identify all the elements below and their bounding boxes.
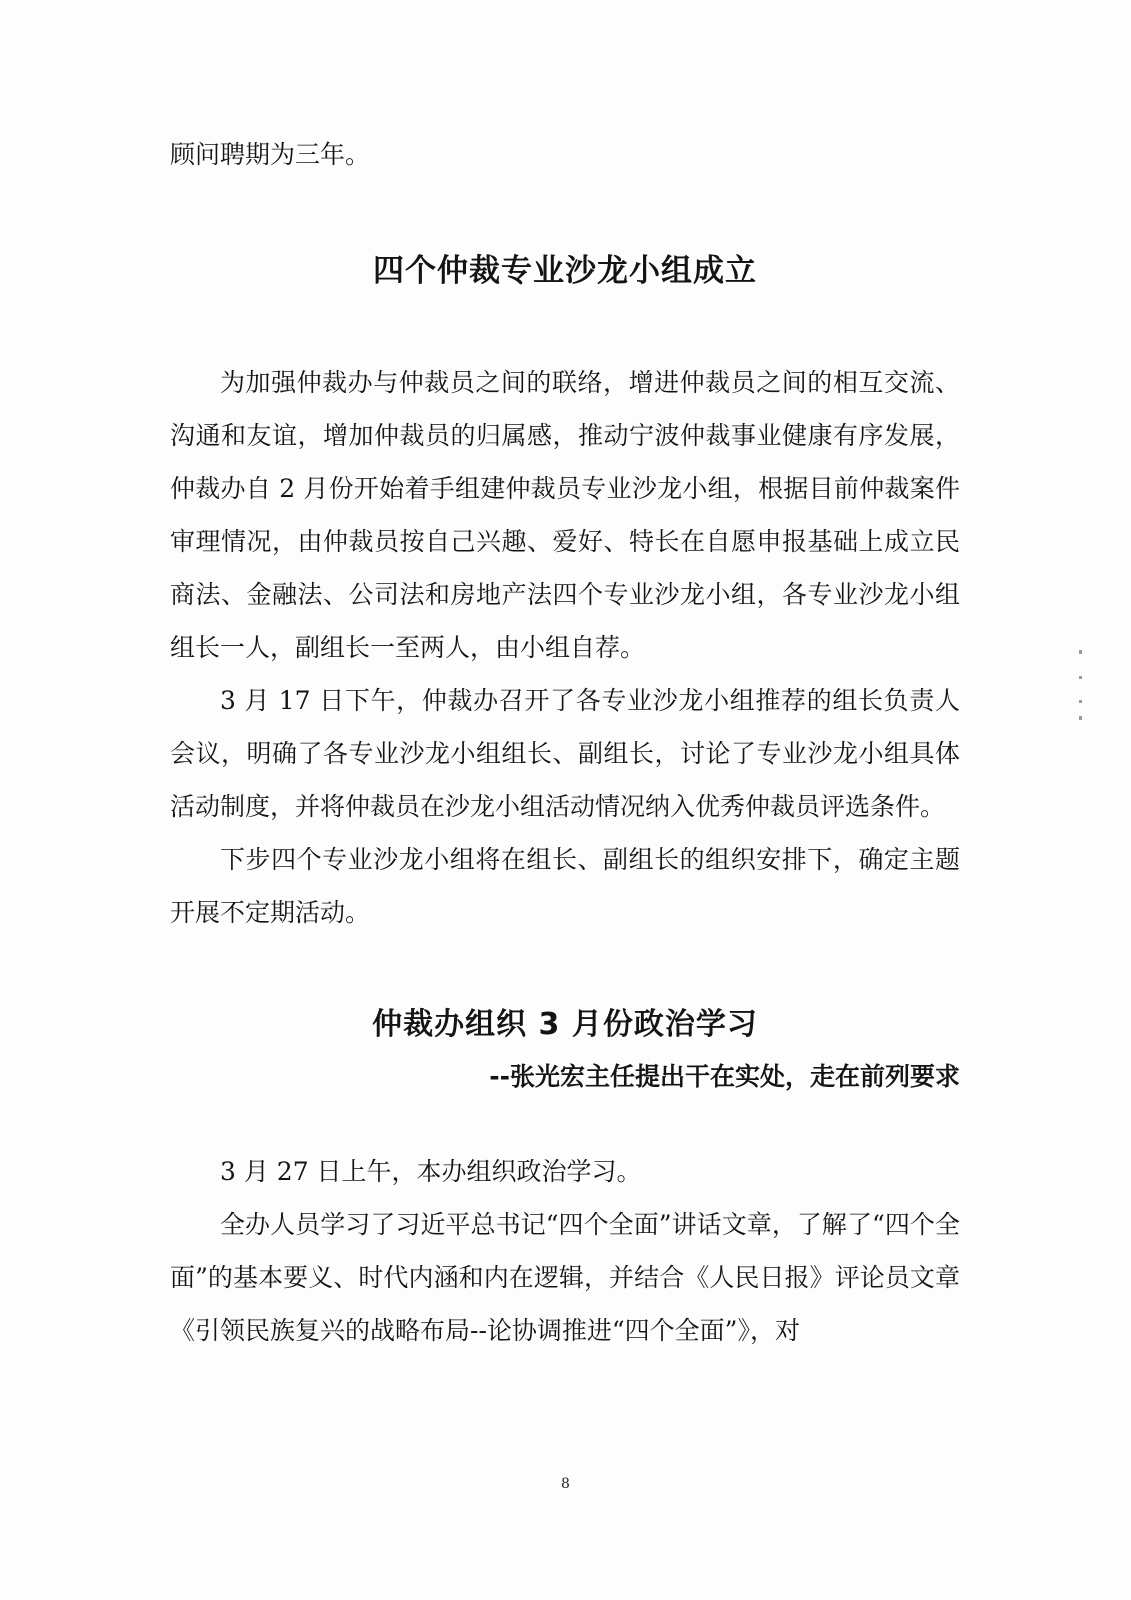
section-2-paragraph: 3 月 27 日上午，本办组织政治学习。 <box>220 1157 642 1186</box>
scan-mark <box>1079 716 1082 720</box>
section-2-subtitle: --张光宏主任提出干在实处，走在前列要求 <box>489 1062 960 1091</box>
section-1-paragraph: 下步四个专业沙龙小组将在组长、副组长的组织安排下，确定主题开展不定期活动。 <box>170 845 960 927</box>
section-1-title: 四个仲裁专业沙龙小组成立 <box>373 253 757 289</box>
section-1-paragraph: 3 月 17 日下午，仲裁办召开了各专业沙龙小组推荐的组长负责人会议，明确了各专业沙龙小组组长、副组长，讨论了专业沙龙小组具体活动制度，并将仲裁员在沙龙小组活动情况纳入优秀仲裁员评选条件。 <box>170 686 960 821</box>
page-content <box>170 128 960 1357</box>
scan-mark <box>1079 676 1082 679</box>
carry-over-text: 顾问聘期为三年。 <box>170 140 371 169</box>
section-1-paragraph: 为加强仲裁办与仲裁员之间的联络，增进仲裁员之间的相互交流、沟通和友谊，增加仲裁员的归属感，推动宁波仲裁事业健康有序发展，仲裁办自 2 月份开始着手组建仲裁员专业沙龙小组，根据目前仲裁案件审理情况，由仲裁员按自己兴趣、爱好、特长在自愿申报基础上成立民商法、金融法、公司法和房地产法四个专业沙龙小组，各专业沙龙小组组长一人，副组长一至两人，由小组自荐。 <box>170 368 960 662</box>
scan-mark <box>1079 650 1082 654</box>
page-number: 8 <box>561 1476 570 1492</box>
section-2-title: 仲裁办组织 3 月份政治学习 <box>372 1007 758 1042</box>
section-2-paragraph: 全办人员学习了习近平总书记“四个全面”讲话文章，了解了“四个全面”的基本要义、时代内涵和内在逻辑，并结合《人民日报》评论员文章《引领民族复兴的战略布局--论协调推进“四个全面”》，对 <box>170 1210 960 1345</box>
scan-mark <box>1079 700 1082 703</box>
